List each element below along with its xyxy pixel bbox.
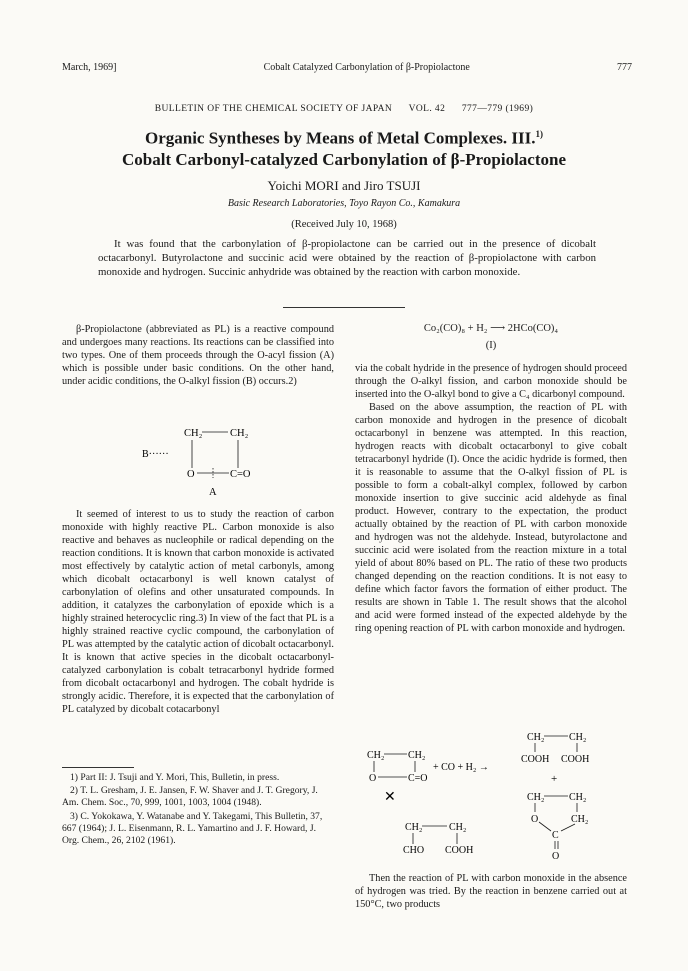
right-column-continuation bbox=[355, 872, 627, 911]
abstract: It was found that the carbonylation of β-propiolactone can be carried out in the presence of dicobalt octacarbonyl. Butyrolactone and succinic acid were obtained by the reaction of β-propiolactone with carbon monoxide and hydrogen. Succinic anhydride was obtained by the reaction with carbon monoxide. bbox=[98, 238, 596, 278]
title-line-1: Organic Syntheses by Means of Metal Complexes. III. bbox=[144, 128, 536, 148]
running-head-page: 777 bbox=[617, 62, 632, 73]
svg-text:CH₂: CH₂ bbox=[408, 750, 426, 761]
svg-text:+: + bbox=[551, 773, 558, 785]
running-head-date: March, 1969] bbox=[62, 62, 117, 73]
footnote-2: 2) T. L. Gresham, J. E. Jansen, F. W. Shaver and J. T. Gregory, J. Am. Chem. Soc., 70, 999, 1001, 1003, 1004 (1948). bbox=[62, 785, 318, 809]
right-paragraph-2: Based on the above assumption, the reaction of PL with carbon monoxide and hydrogen in the presence of dicobalt octacarbonyl in benzene was attempted. In this reaction, hydrogen reacts with dicobalt octacarbonyl to give cobalt tetracarbonyl hydride (I). Once the acidic hydride is formed, then it is reasonable to assume that the O-alkyl fission of PL is possible to form a cobalt-alkyl complex, followed by carbon monoxide insertion to give succinic acid aldehyde as final product. However, contrary to the expectation, the product actually obtained by the reaction of PL with carbon monoxide and hydrogen was not the aldehyde. Instead, butyrolactone and succinic acid were isolated from the reaction mixture in a total yield of about 80% based on PL. The ratio of these two products changed depending on the reaction conditions. It is not easy to define which factor favors the formation of either product. The results are shown in Table 1. The result shows that the alcohol and acid were formed instead of the expected aldehyde by the ring opening reaction of PL with carbon monoxide and hydrogen. bbox=[355, 402, 627, 634]
left-column-body bbox=[62, 508, 334, 716]
right-paragraph-1: via the cobalt hydride in the presence of hydrogen should proceed through the O-alkyl fission, and carbon monoxide should be inserted into the O-alkyl bond to give a C₄ dicarbonyl compound. bbox=[355, 363, 627, 400]
footnote-divider bbox=[62, 767, 134, 768]
svg-text:COOH: COOH bbox=[445, 845, 474, 856]
running-head-title: Cobalt Catalyzed Carbonylation of β-Propiolactone bbox=[263, 62, 470, 73]
abstract-divider bbox=[283, 307, 405, 308]
svg-text:COOH: COOH bbox=[521, 754, 550, 765]
footnote-1: 1) Part II: J. Tsuji and Y. Mori, This, Bulletin, in press. bbox=[70, 772, 280, 783]
svg-text:CH₂: CH₂ bbox=[449, 822, 467, 833]
equation-block bbox=[355, 320, 627, 354]
svg-text:CH₂: CH₂ bbox=[569, 792, 587, 803]
right-column-body bbox=[355, 362, 627, 635]
structure-ch2-right: CH₂ bbox=[230, 428, 249, 439]
footnotes bbox=[62, 772, 334, 848]
scheme-reagents: + CO + H₂ → bbox=[433, 762, 489, 773]
svg-text:C: C bbox=[552, 830, 559, 841]
svg-text:O: O bbox=[552, 851, 560, 862]
structure-o-label: O bbox=[187, 469, 195, 480]
received-date: (Received July 10, 1968) bbox=[291, 219, 397, 230]
body-paragraph: It seemed of interest to us to study the reaction of carbon monoxide with highly reactive PL. Carbon monoxide is also reactive and behaves as nucleophile or radical depending on the reaction conditions. It is known that carbon monoxide is activated most effectively by catalytic action of metal carbonyls, among which dicobalt octacarbonyl is well known catalyst of carbonylation of olefins and other unsaturated compounds. In addition, it catalyzes the carbonylation of epoxide which is a highly strained heterocyclic ring.3) In view of the fact that PL is a highly strained reactive cyclic compound, the carbonylation of PL was attempted by the catalytic action of dicobalt octacarbonyl. It is known that active species in the dicobalt octacarbonyl-catalyzed carbonylation is cobalt tetracarbonyl hydride formed from dicobalt octacarbonyl and hydrogen. The cobalt hydride is strongly acidic. Therefore, it is expected that the carbonylation of PL catalyzed by dicobalt cotacarbonyl bbox=[62, 509, 334, 715]
svg-text:O: O bbox=[369, 773, 377, 784]
structure-b-label: B······ bbox=[142, 449, 169, 460]
right-paragraph-3: Then the reaction of PL with carbon monoxide in the absence of hydrogen was tried. By the reaction in benzene carried out at 150°C, two products bbox=[355, 873, 627, 910]
propiolactone-structure bbox=[140, 424, 290, 498]
affiliation: Basic Research Laboratories, Toyo Rayon Co., Kamakura bbox=[227, 198, 461, 209]
equation-label: (I) bbox=[485, 340, 497, 351]
structure-co-label: C=O bbox=[230, 469, 251, 480]
journal-line: BULLETIN OF THE CHEMICAL SOCIETY OF JAPAN VOL. 42 777—779 (1969) bbox=[154, 104, 534, 114]
svg-text:C=O: C=O bbox=[408, 773, 428, 784]
running-head bbox=[62, 62, 632, 73]
structure-a-label: A bbox=[209, 487, 217, 498]
authors: Yoichi MORI and Jiro TSUJI bbox=[267, 178, 421, 193]
svg-text:CH₂: CH₂ bbox=[571, 814, 589, 825]
svg-text:CH₂: CH₂ bbox=[527, 732, 545, 743]
article-title bbox=[0, 124, 688, 170]
svg-text:CH₂: CH₂ bbox=[569, 732, 587, 743]
svg-text:CH₂: CH₂ bbox=[527, 792, 545, 803]
svg-text:COOH: COOH bbox=[561, 754, 590, 765]
scheme-cross: ✕ bbox=[384, 790, 396, 805]
intro-paragraph: β-Propiolactone (abbreviated as PL) is a reactive compound and undergoes many reactions. Its reactions can be classified into two types. One of them proceeds through the O-acyl fission (A) which is possible under basic conditions. On the other hand, under acidic conditions, the O-alkyl fission (B) occurs.2) bbox=[62, 324, 334, 387]
left-column-intro bbox=[62, 323, 334, 388]
svg-text:CHO: CHO bbox=[403, 845, 425, 856]
svg-text:CH₂: CH₂ bbox=[367, 750, 385, 761]
reaction-scheme bbox=[355, 728, 630, 868]
svg-text:CH₂: CH₂ bbox=[405, 822, 423, 833]
equation: Co₂(CO)₈ + H₂ ⟶ 2HCo(CO)₄ bbox=[423, 323, 559, 334]
footnote-3: 3) C. Yokokawa, Y. Watanabe and Y. Takegami, This Bulletin, 37, 667 (1964); J. L. Eisenmann, R. L. Yamartino and J. F. Howard, J. Org. Chem., 26, 2102 (1961). bbox=[62, 810, 323, 847]
svg-text:O: O bbox=[531, 814, 539, 825]
structure-ch2-left: CH₂ bbox=[184, 428, 203, 439]
title-line-2: Cobalt Carbonyl-catalyzed Carbonylation of β-Propiolactone bbox=[121, 149, 566, 169]
title-footnote-ref: 1) bbox=[535, 129, 543, 139]
